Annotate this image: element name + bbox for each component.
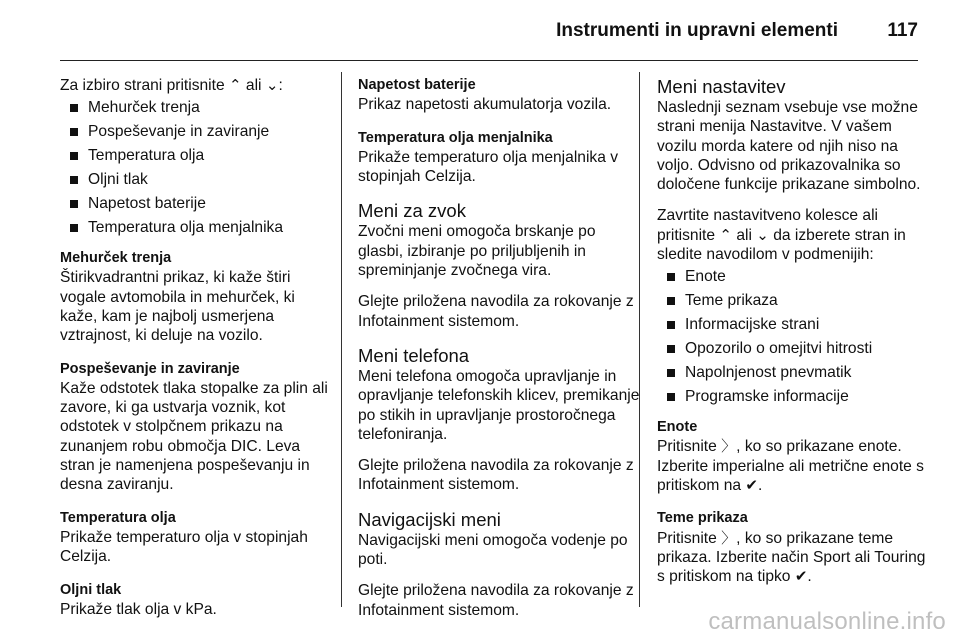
section-units: Enote Pritisnite 〉, ko so prikazane enote. Izberite imperialne ali metrične enote s pritiskom na ✔. [657, 418, 927, 495]
list-item: Informacijske strani [657, 315, 927, 334]
section-display-themes: Teme prikaza Pritisnite 〉, ko so prikazane teme prikaza. Izberite način Sport ali Touring s pritiskom na tipko ✔. [657, 510, 926, 586]
section-heading: Meni telefona [358, 344, 470, 366]
list-item: Opozorilo o omejitvi hitrosti [657, 339, 927, 358]
intro-text: Za izbiro strani pritisnite ⌃ ali ⌄: [60, 77, 283, 94]
section-text: Meni telefona omogoča upravljanje in opravljanje telefonskih klicev, premikanje po stikih in upravljanje prostoročnega telefoniranja. [358, 367, 640, 443]
section-text: Prikaže tlak olja v kPa. [60, 600, 217, 618]
section-acceleration [60, 360, 332, 495]
section-friction-bubble [60, 249, 332, 345]
section-reference: Glejte priložena navodila za rokovanje z Infotainment sistemom. [358, 293, 634, 330]
column-left [60, 76, 332, 633]
section-oil-temp [60, 509, 332, 567]
checkmark-icon: ✔ [745, 477, 758, 495]
list-item: Enote [657, 267, 927, 286]
page-number: 117 [887, 20, 918, 41]
chevron-right-icon: 〉 [721, 529, 737, 547]
section-heading: Pospeševanje in zaviranje [60, 360, 240, 377]
section-instruction: Zavrtite nastavitveno kolesce ali pritisnite ⌃ ali ⌄ da izberete stran in sledite navodilom v podmenijih: [657, 207, 906, 264]
list-item: Napetost baterije [60, 194, 332, 213]
list-item: Temperatura olja [60, 146, 332, 165]
list-item: Temperatura olja menjalnika [60, 218, 332, 237]
chevron-right-icon: 〉 [721, 438, 737, 456]
column-right [657, 76, 927, 601]
section-audio-menu [358, 200, 640, 330]
section-text: Prikaže temperaturo olja v stopinjah Celzija. [60, 528, 308, 566]
list-item: Pospeševanje in zaviranje [60, 122, 332, 141]
section-text: Prikaz napetosti akumulatorja vozila. [358, 96, 612, 114]
list-item: Oljni tlak [60, 170, 332, 189]
section-heading: Teme prikaza [657, 510, 748, 527]
section-heading: Napetost baterije [358, 77, 476, 93]
section-text: Kaže odstotek tlaka stopalke za plin ali zavore, ki ga ustvarja voznik, kot odstotek v stolpčnem prikazu na zunanjem robu območja DIC. Leva stran je namenjena pospeševanju in desna zaviranju. [60, 379, 328, 494]
section-text: Prikaže temperaturo olja menjalnika v stopinjah Celzija. [358, 148, 619, 186]
checkmark-icon: ✔ [794, 568, 808, 586]
section-nav-menu [358, 509, 640, 620]
section-oil-pressure [60, 581, 332, 620]
chevron-up-icon: ⌃ [229, 77, 242, 94]
page-header [60, 0, 918, 61]
page-list [60, 98, 332, 237]
list-item: Mehurček trenja [60, 98, 332, 117]
section-heading: Navigacijski meni [358, 508, 501, 530]
section-heading: Oljni tlak [60, 581, 122, 598]
settings-list [657, 267, 927, 406]
watermark: carmanualsonline.info [708, 608, 946, 635]
section-reference: Glejte priložena navodila za rokovanje z Infotainment sistemom. [358, 457, 634, 494]
section-heading: Mehurček trenja [60, 250, 172, 267]
section-phone-menu [358, 345, 640, 495]
section-heading: Meni nastavitev [657, 76, 786, 97]
section-text: Navigacijski meni omogoča vodenje po poti. [358, 531, 628, 569]
section-settings-menu [657, 76, 927, 264]
section-heading: Enote [657, 419, 698, 436]
section-heading: Meni za zvok [358, 200, 466, 222]
section-text: Štirikvadrantni prikaz, ki kaže štiri vogale avtomobila in mehurček, ki kaže, kam je najbolj usmerjena vztrajnost, ki deluje na vozilo. [60, 269, 295, 345]
chevron-down-icon: ⌄ [265, 77, 279, 94]
section-reference: Glejte priložena navodila za rokovanje z Infotainment sistemom. [358, 582, 634, 619]
section-battery [358, 76, 640, 115]
section-text: Zvočni meni omogoča brskanje po glasbi, izbiranje po priljubljenih in spreminjanje zvočnega vira. [358, 223, 596, 280]
section-heading: Temperatura olja [60, 509, 176, 526]
section-text: Naslednji seznam vsebuje vse možne strani menija Nastavitve. V vašem vozilu morda katere od njih niso na voljo. Odvisno od prikazovalnika so določene funkcije prikazane simbolno. [657, 99, 921, 194]
section-trans-temp [358, 129, 640, 187]
column-divider [341, 72, 342, 607]
list-item: Teme prikaza [657, 291, 927, 310]
page-title: Instrumenti in upravni elementi [556, 20, 838, 41]
chevron-up-icon: ⌃ [719, 226, 732, 244]
column-middle [358, 76, 640, 634]
chevron-down-icon: ⌄ [756, 226, 769, 244]
list-item: Programske informacije [657, 387, 927, 406]
section-heading: Temperatura olja menjalnika [358, 129, 553, 146]
list-item: Napolnjenost pnevmatik [657, 363, 927, 382]
